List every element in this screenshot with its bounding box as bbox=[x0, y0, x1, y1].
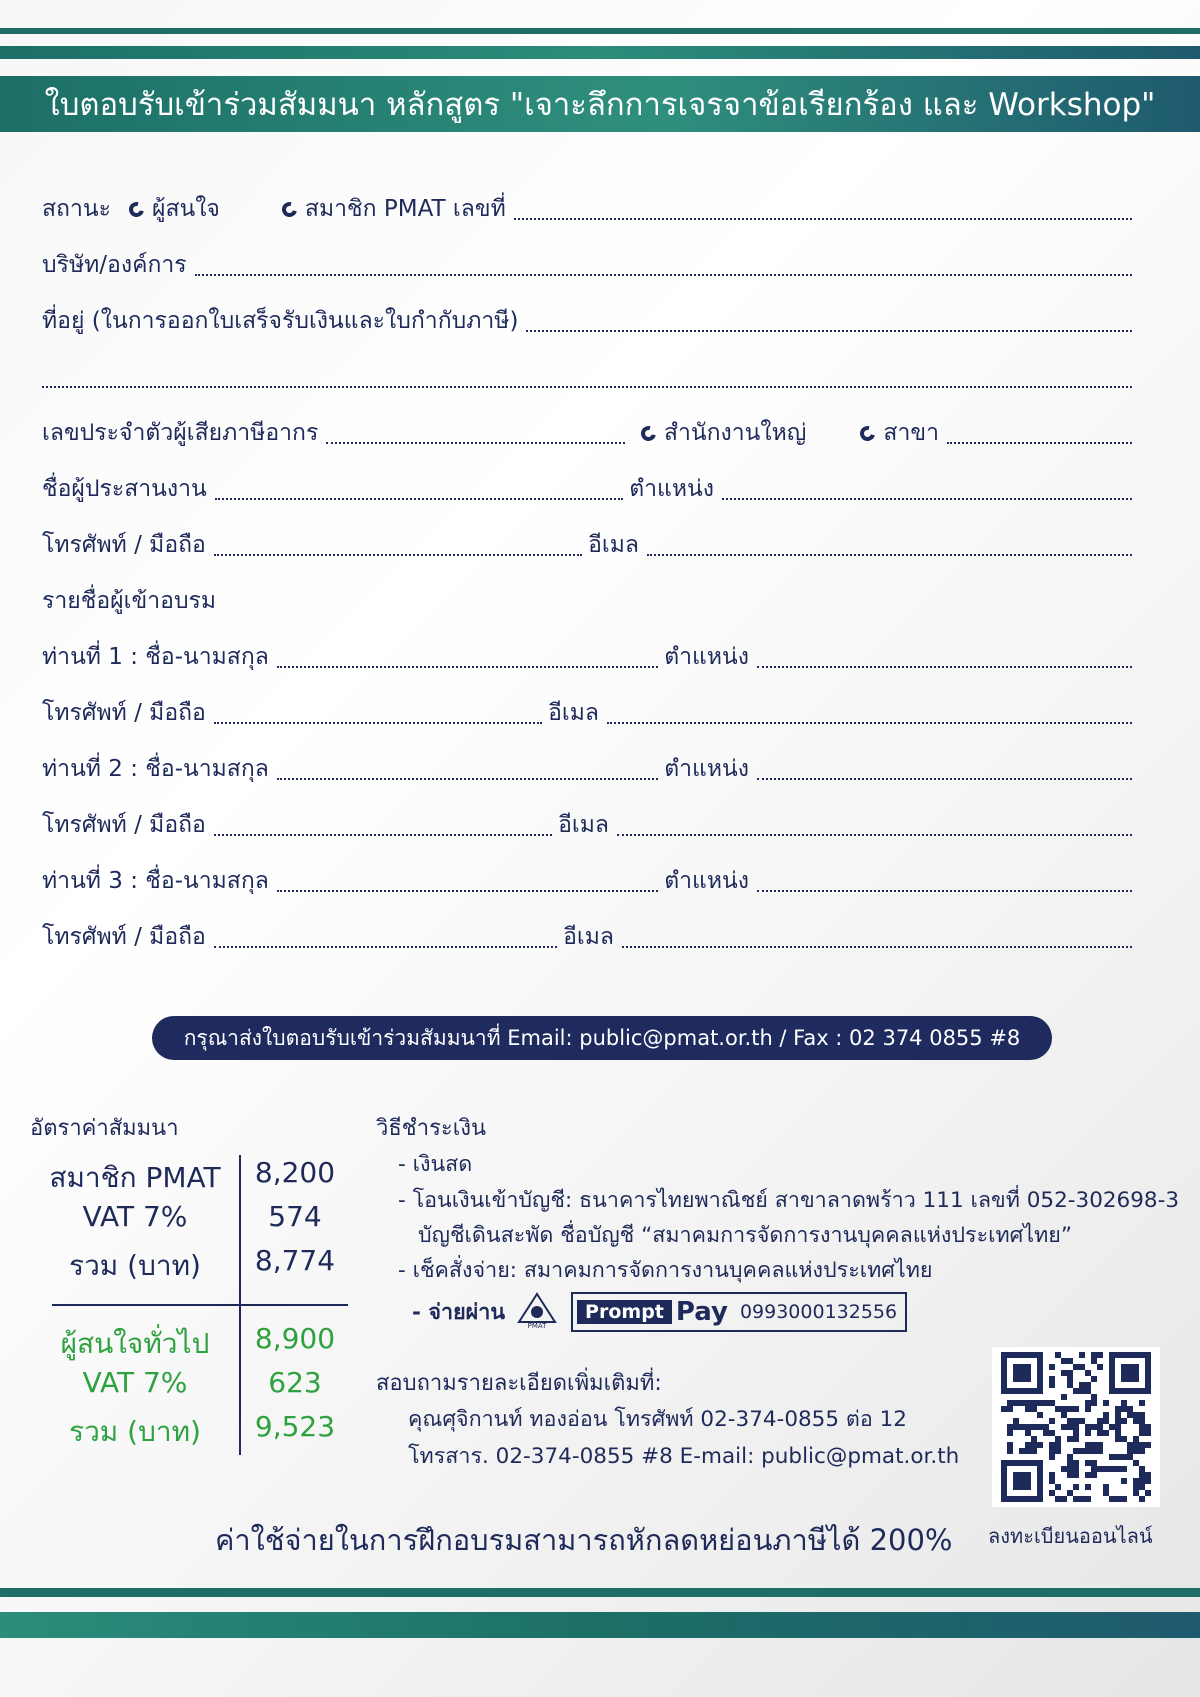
attendees-heading-row bbox=[42, 585, 1138, 619]
rate-value: 9,523 bbox=[254, 1410, 336, 1443]
attendee3-phone-field[interactable] bbox=[214, 946, 557, 948]
attendee2-email-field[interactable] bbox=[617, 834, 1132, 836]
attendee1-phone-row bbox=[42, 697, 1138, 731]
coordinator-row bbox=[42, 473, 1138, 507]
attendee3-position-field[interactable] bbox=[757, 890, 1132, 892]
address-row bbox=[42, 305, 1138, 339]
coordinator-position-label: ตำแหน่ง bbox=[629, 476, 714, 502]
status-member-radio[interactable] bbox=[282, 191, 506, 227]
radio-circle-icon bbox=[279, 199, 299, 219]
headoffice-radio[interactable] bbox=[641, 415, 806, 451]
attendee2-name-field[interactable] bbox=[277, 778, 658, 780]
rate-label: ผู้สนใจทั่วไป bbox=[60, 1327, 210, 1360]
qr-code-icon[interactable] bbox=[992, 1347, 1160, 1507]
address-row-2 bbox=[42, 361, 1138, 395]
address-label: ที่อยู่ (ในการออกใบเสร็จรับเงินและใบกำกับภาษี) bbox=[42, 308, 519, 334]
taxid-row bbox=[42, 417, 1138, 451]
attendee1-phone-field[interactable] bbox=[214, 722, 542, 724]
company-field[interactable] bbox=[195, 274, 1132, 276]
rate-value: 8,200 bbox=[254, 1156, 336, 1189]
phone-label: โทรศัพท์ / มือถือ bbox=[42, 700, 206, 726]
promptpay-logo-right: Pay bbox=[675, 1297, 728, 1327]
coordinator-label: ชื่อผู้ประสานงาน bbox=[42, 476, 207, 502]
attendee3-phone-row bbox=[42, 921, 1138, 955]
rate-label: รวม (บาท) bbox=[69, 1249, 201, 1282]
email-label: อีเมล bbox=[558, 812, 609, 838]
payment-cheque: - เช็คสั่งจ่าย: สมาคมการจัดการงานบุคคลแห่งประเทศไทย bbox=[398, 1258, 933, 1283]
attendee3-email-field[interactable] bbox=[622, 946, 1132, 948]
branch-radio[interactable] bbox=[860, 415, 939, 451]
rate-label: รวม (บาท) bbox=[69, 1415, 201, 1448]
email-label: อีเมล bbox=[588, 532, 639, 558]
rate-value: 8,900 bbox=[254, 1322, 336, 1355]
company-row bbox=[42, 249, 1138, 283]
rate-value: 623 bbox=[268, 1366, 322, 1399]
email-label: อีเมล bbox=[563, 924, 614, 950]
contact-heading: สอบถามรายละเอียดเพิ่มเติมที่: bbox=[376, 1371, 662, 1396]
send-instruction-banner bbox=[152, 1016, 1052, 1060]
rate-label: VAT 7% bbox=[82, 1366, 188, 1399]
coordinator-phone-field[interactable] bbox=[214, 554, 582, 556]
top-stripe-thin bbox=[0, 28, 1200, 34]
pmat-logo-text: PMAT bbox=[527, 1322, 547, 1330]
rate-label: VAT 7% bbox=[82, 1200, 188, 1233]
attendee2-position-label: ตำแหน่ง bbox=[664, 756, 749, 782]
pmat-logo-icon bbox=[517, 1292, 557, 1332]
payment-via-label: - จ่ายผ่าน bbox=[412, 1300, 506, 1325]
payment-heading: วิธีชำระเงิน bbox=[376, 1116, 486, 1141]
branch-field[interactable] bbox=[947, 442, 1132, 444]
attendee2-row bbox=[42, 753, 1138, 787]
top-stripe-thick bbox=[0, 46, 1200, 59]
attendee1-row bbox=[42, 641, 1138, 675]
branch-label: สาขา bbox=[883, 420, 939, 446]
coordinator-email-field[interactable] bbox=[647, 554, 1132, 556]
status-row bbox=[42, 193, 1138, 227]
headoffice-label: สำนักงานใหญ่ bbox=[663, 420, 807, 446]
rates-horizontal-divider bbox=[52, 1304, 348, 1306]
contact-fax-email: โทรสาร. 02-374-0855 #8 E-mail: public@pmat.or.th bbox=[408, 1444, 960, 1469]
coordinator-phone-row bbox=[42, 529, 1138, 563]
bottom-stripe-thin bbox=[0, 1588, 1200, 1597]
form-title-text: ใบตอบรับเข้าร่วมสัมมนา หลักสูตร "เจาะลึกการเจรจาข้อเรียกร้อง และ Workshop" bbox=[44, 87, 1156, 123]
rate-label: สมาชิก PMAT bbox=[49, 1161, 221, 1194]
status-label: สถานะ bbox=[42, 196, 111, 222]
radio-circle-icon bbox=[638, 423, 658, 443]
attendee1-email-field[interactable] bbox=[607, 722, 1132, 724]
send-instruction-text: กรุณาส่งใบตอบรับเข้าร่วมสัมมนาที่ Email: public@pmat.or.th / Fax : 02 374 0855 #8 bbox=[183, 1025, 1021, 1050]
rate-row bbox=[30, 1200, 350, 1233]
attendee2-phone-row bbox=[42, 809, 1138, 843]
coordinator-position-field[interactable] bbox=[722, 498, 1132, 500]
attendee3-name-field[interactable] bbox=[277, 890, 658, 892]
attendee3-row bbox=[42, 865, 1138, 899]
rate-row bbox=[30, 1410, 350, 1454]
phone-label: โทรศัพท์ / มือถือ bbox=[42, 532, 206, 558]
taxid-label: เลขประจำตัวผู้เสียภาษีอากร bbox=[42, 420, 319, 446]
attendee2-position-field[interactable] bbox=[757, 778, 1132, 780]
status-member-label: สมาชิก PMAT เลขที่ bbox=[304, 196, 506, 222]
address-field-2[interactable] bbox=[42, 386, 1132, 388]
status-interested-label: ผู้สนใจ bbox=[151, 196, 220, 222]
taxid-field[interactable] bbox=[326, 442, 625, 444]
rates-heading: อัตราค่าสัมมนา bbox=[30, 1116, 179, 1141]
attendee1-position-label: ตำแหน่ง bbox=[664, 644, 749, 670]
member-number-field[interactable] bbox=[514, 218, 1132, 220]
rate-row bbox=[30, 1366, 350, 1399]
promptpay-logo-left: Prompt bbox=[577, 1300, 672, 1324]
attendee1-label: ท่านที่ 1 : ชื่อ-นามสกุล bbox=[42, 644, 269, 670]
address-field[interactable] bbox=[526, 330, 1132, 332]
rate-row bbox=[30, 1322, 350, 1366]
attendees-heading: รายชื่อผู้เข้าอบรม bbox=[42, 588, 217, 614]
attendee2-label: ท่านที่ 2 : ชื่อ-นามสกุล bbox=[42, 756, 269, 782]
promptpay-badge bbox=[571, 1292, 907, 1332]
tax-deduction-note: ค่าใช้จ่ายในการฝึกอบรมสามารถหักลดหย่อนภาษีได้ 200% bbox=[215, 1523, 953, 1557]
rate-value: 574 bbox=[268, 1200, 322, 1233]
phone-label: โทรศัพท์ / มือถือ bbox=[42, 812, 206, 838]
company-label: บริษัท/องค์การ bbox=[42, 252, 187, 278]
coordinator-field[interactable] bbox=[215, 498, 623, 500]
payment-transfer: - โอนเงินเข้าบัญชี: ธนาคารไทยพาณิชย์ สาขาลาดพร้าว 111 เลขที่ 052-302698-3 bbox=[398, 1188, 1180, 1213]
phone-label: โทรศัพท์ / มือถือ bbox=[42, 924, 206, 950]
radio-circle-icon bbox=[858, 423, 878, 443]
rate-row bbox=[30, 1244, 350, 1288]
payment-cash: - เงินสด bbox=[398, 1152, 473, 1177]
payment-promptpay-row bbox=[412, 1292, 907, 1332]
form-title bbox=[0, 76, 1200, 132]
rate-value: 8,774 bbox=[254, 1244, 336, 1277]
attendee3-position-label: ตำแหน่ง bbox=[664, 868, 749, 894]
attendee1-position-field[interactable] bbox=[757, 666, 1132, 668]
bottom-stripe-thick bbox=[0, 1612, 1200, 1638]
payment-account-name: บัญชีเดินสะพัด ชื่อบัญชี “สมาคมการจัดการงานบุคคลแห่งประเทศไทย” bbox=[418, 1223, 1073, 1248]
qr-caption: ลงทะเบียนออนไลน์ bbox=[988, 1524, 1153, 1548]
email-label: อีเมล bbox=[548, 700, 599, 726]
radio-circle-icon bbox=[126, 199, 146, 219]
status-interested-radio[interactable] bbox=[129, 191, 220, 227]
attendee2-phone-field[interactable] bbox=[214, 834, 552, 836]
attendee1-name-field[interactable] bbox=[277, 666, 658, 668]
rate-row bbox=[30, 1156, 350, 1200]
attendee3-label: ท่านที่ 3 : ชื่อ-นามสกุล bbox=[42, 868, 269, 894]
contact-person: คุณศุจิกานท์ ทองอ่อน โทรศัพท์ 02-374-0855 ต่อ 12 bbox=[408, 1407, 907, 1432]
promptpay-id: 0993000132556 bbox=[739, 1301, 898, 1323]
